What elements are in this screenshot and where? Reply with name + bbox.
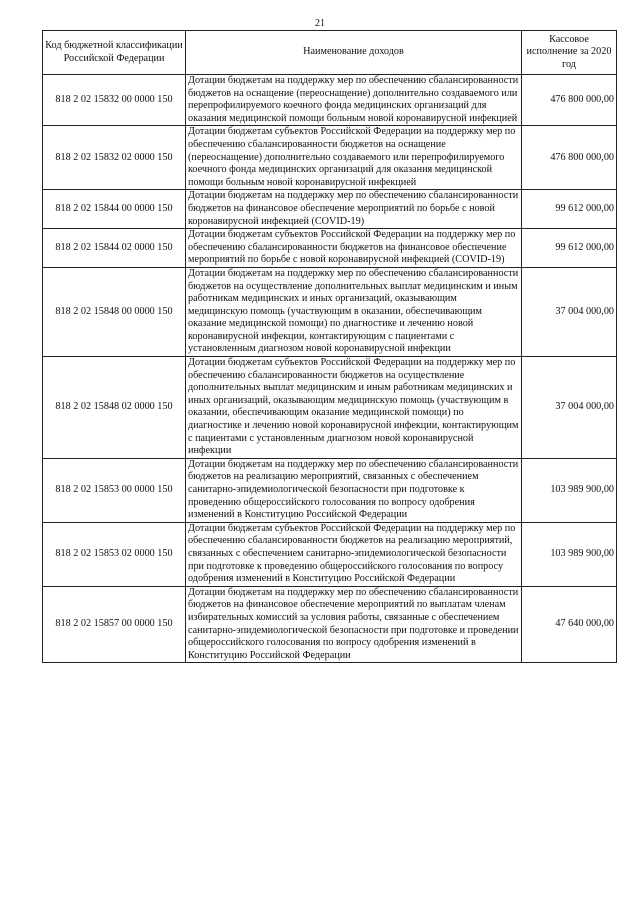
table-row (43, 126, 617, 190)
cash-execution-amount-cell: 99 612 000,00 (522, 229, 617, 268)
cash-execution-amount-cell: 103 989 900,00 (522, 458, 617, 522)
revenue-name-cell: Дотации бюджетам субъектов Российской Федерации на поддержку мер по обеспечению сбалансированности бюджетов на оснащение (переоснащение) дополнительно создаваемого или перепрофилируемого коечного фонда медицинских организаций для оказания медицинской помощи больным новой коронавирусной инфекцией (186, 126, 522, 190)
table-row (43, 586, 617, 663)
budget-code-cell: 818 2 02 15844 02 0000 150 (43, 229, 186, 268)
cash-execution-amount-cell: 47 640 000,00 (522, 586, 617, 663)
header-code: Код бюджетной классификации Российской Федерации (43, 31, 186, 75)
budget-code-cell: 818 2 02 15832 02 0000 150 (43, 126, 186, 190)
table-header-row (43, 31, 617, 75)
budget-code-cell: 818 2 02 15844 00 0000 150 (43, 190, 186, 229)
table-row (43, 267, 617, 356)
budget-code-cell: 818 2 02 15832 00 0000 150 (43, 75, 186, 126)
cash-execution-amount-cell: 476 800 000,00 (522, 126, 617, 190)
cash-execution-amount-cell: 476 800 000,00 (522, 75, 617, 126)
page-number: 21 (315, 18, 325, 29)
table-row (43, 75, 617, 126)
table-row (43, 190, 617, 229)
cash-execution-amount-cell: 99 612 000,00 (522, 190, 617, 229)
revenue-name-cell: Дотации бюджетам на поддержку мер по обеспечению сбалансированности бюджетов на финансовое обеспечение мероприятий по выплатам членам избирательных комиссий за условия работы, связанные с обеспечением санитарно-эпидемиологической безопасности при подготовке и проведении общероссийского голосования по вопросу одобрения изменений в Конституцию Российской Федерации (186, 586, 522, 663)
budget-code-cell: 818 2 02 15848 00 0000 150 (43, 267, 186, 356)
cash-execution-amount-cell: 37 004 000,00 (522, 357, 617, 459)
header-amount: Кассовое исполнение за 2020 год (522, 31, 617, 75)
header-name: Наименование доходов (186, 31, 522, 75)
revenue-name-cell: Дотации бюджетам на поддержку мер по обеспечению сбалансированности бюджетов на оснащение (переоснащение) дополнительно создаваемого или перепрофилируемого коечного фонда медицинских организаций для оказания медицинской помощи больным новой коронавирусной инфекцией (186, 75, 522, 126)
table-row (43, 522, 617, 586)
revenue-name-cell: Дотации бюджетам субъектов Российской Федерации на поддержку мер по обеспечению сбалансированности бюджетов на реализацию мероприятий, связанных с обеспечением санитарно-эпидемиологической безопасности при подготовке к проведению общероссийского голосования по вопросу одобрения изменений в Конституцию Российской Федерации (186, 522, 522, 586)
table-body (43, 75, 617, 663)
budget-code-cell: 818 2 02 15853 00 0000 150 (43, 458, 186, 522)
table-row (43, 357, 617, 459)
cash-execution-amount-cell: 103 989 900,00 (522, 522, 617, 586)
budget-code-cell: 818 2 02 15848 02 0000 150 (43, 357, 186, 459)
budget-code-cell: 818 2 02 15857 00 0000 150 (43, 586, 186, 663)
revenue-name-cell: Дотации бюджетам субъектов Российской Федерации на поддержку мер по обеспечению сбалансированности бюджетов на финансовое обеспечение мероприятий по борьбе с новой коронавирусной инфекцией (COVID-19) (186, 229, 522, 268)
revenue-name-cell: Дотации бюджетам субъектов Российской Федерации на поддержку мер по обеспечению сбалансированности бюджетов на осуществление дополнительных выплат медицинским и иным работникам медицинских и иных организаций, оказывающим медицинскую помощь (участвующим в оказании, обеспечивающим оказание медицинской помощи) по диагностике и лечению новой коронавирусной инфекции, контактирующим с пациентами с установленным диагнозом новой коронавирусной инфекции (186, 357, 522, 459)
revenue-name-cell: Дотации бюджетам на поддержку мер по обеспечению сбалансированности бюджетов на осуществление дополнительных выплат медицинским и иным работникам медицинских и иных организаций, оказывающим медицинскую помощь (участвующим в оказании, обеспечивающим оказание медицинской помощи) по диагностике и лечению новой коронавирусной инфекции, контактирующим с пациентами с установленным диагнозом новой коронавирусной инфекции (186, 267, 522, 356)
table-row (43, 229, 617, 268)
budget-revenue-table (42, 30, 617, 663)
revenue-name-cell: Дотации бюджетам на поддержку мер по обеспечению сбалансированности бюджетов на финансовое обеспечение мероприятий по борьбе с новой коронавирусной инфекцией (COVID-19) (186, 190, 522, 229)
budget-code-cell: 818 2 02 15853 02 0000 150 (43, 522, 186, 586)
cash-execution-amount-cell: 37 004 000,00 (522, 267, 617, 356)
table-row (43, 458, 617, 522)
revenue-name-cell: Дотации бюджетам на поддержку мер по обеспечению сбалансированности бюджетов на реализацию мероприятий, связанных с обеспечением санитарно-эпидемиологической безопасности при подготовке к проведению общероссийского голосования по вопросу одобрения изменений в Конституцию Российской Федерации (186, 458, 522, 522)
